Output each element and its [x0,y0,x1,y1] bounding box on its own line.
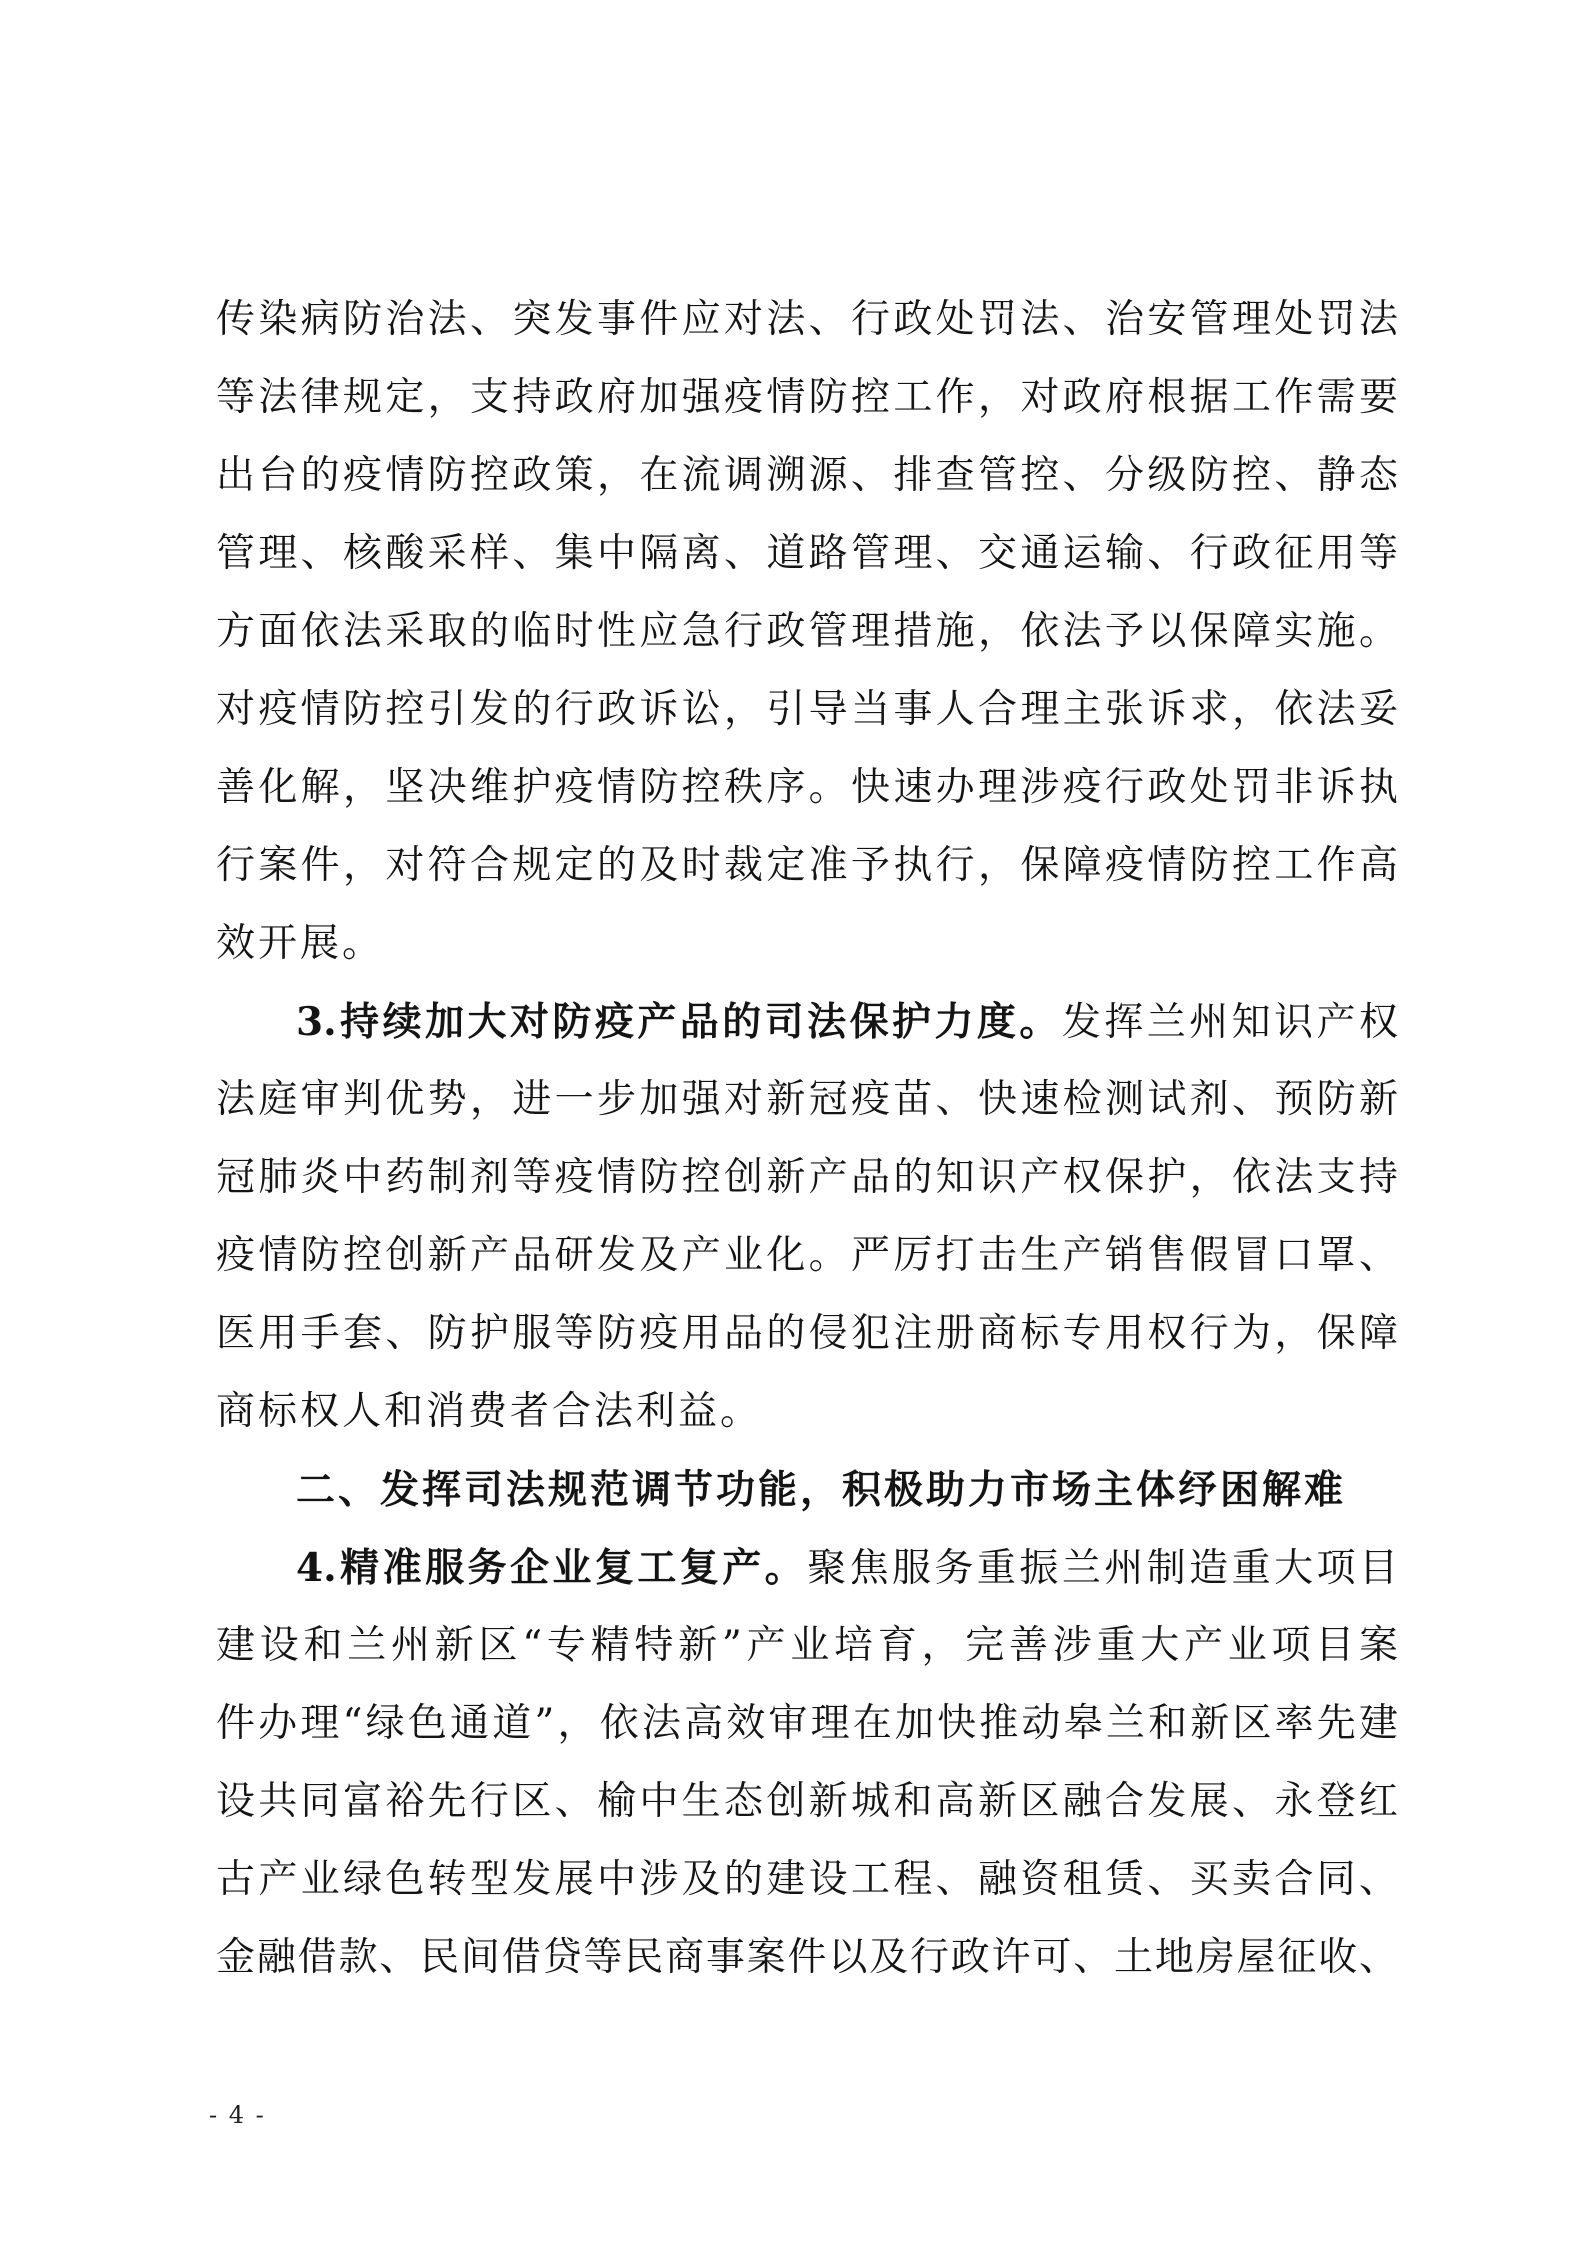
body-text [216,281,1398,1997]
text-line: 古产业绿色转型发展中涉及的建设工程、融资租赁、买卖合同、 [216,1857,1398,1902]
text-run: 发挥兰州知识产权 [1061,1000,1398,1045]
text-line: 等法律规定，支持政府加强疫情防控工作，对政府根据工作需要 [216,375,1398,420]
page-number: - 4 - [209,2101,266,2129]
section-heading: 二、发挥司法规范调节功能，积极助力市场主体纾困解难 [296,1467,1347,1513]
text-line: 传染病防治法、突发事件应对法、行政处罚法、治安管理处罚法 [216,297,1398,342]
text-line: 法庭审判优势，进一步加强对新冠疫苗、快速检测试剂、预防新 [216,1077,1398,1122]
text-line: 金融借款、民间借贷等民商事案件以及行政许可、土地房屋征收、 [216,1935,1398,1980]
item-heading: 4.精准服务企业复工复产。 [296,1545,808,1591]
text-line: 效开展。 [216,921,385,966]
text-line: 善化解，坚决维护疫情防控秩序。快速办理涉疫行政处罚非诉执 [216,765,1398,810]
text-line: 件办理“绿色通道”，依法高效审理在加快推动皋兰和新区率先建 [216,1701,1398,1746]
text-line: 设共同富裕先行区、榆中生态创新城和高新区融合发展、永登红 [216,1779,1398,1824]
text-line: 行案件，对符合规定的及时裁定准予执行，保障疫情防控工作高 [216,843,1398,888]
item-heading: 3.持续加大对防疫产品的司法保护力度。 [296,999,1062,1045]
text-line: 疫情防控创新产品研发及产业化。严厉打击生产销售假冒口罩、 [216,1233,1398,1278]
text-line: 对疫情防控引发的行政诉讼，引导当事人合理主张诉求，依法妥 [216,687,1398,732]
text-line [216,983,1398,1061]
text-line: 方面依法采取的临时性应急行政管理措施，依法予以保障实施。 [216,609,1398,654]
text-run: 聚焦服务重振兰州制造重大项目 [807,1546,1398,1591]
text-line: 商标权人和消费者合法利益。 [216,1389,763,1434]
text-line: 建设和兰州新区“专精特新”产业培育，完善涉重大产业项目案 [216,1623,1398,1668]
text-line: 冠肺炎中药制剂等疫情防控创新产品的知识产权保护，依法支持 [216,1155,1398,1200]
text-line: 管理、核酸采样、集中隔离、道路管理、交通运输、行政征用等 [216,531,1398,576]
text-line: 医用手套、防护服等防疫用品的侵犯注册商标专用权行为，保障 [216,1311,1398,1356]
text-line: 出台的疫情防控政策，在流调溯源、排查管控、分级防控、静态 [216,453,1398,498]
text-line [216,1529,1398,1607]
